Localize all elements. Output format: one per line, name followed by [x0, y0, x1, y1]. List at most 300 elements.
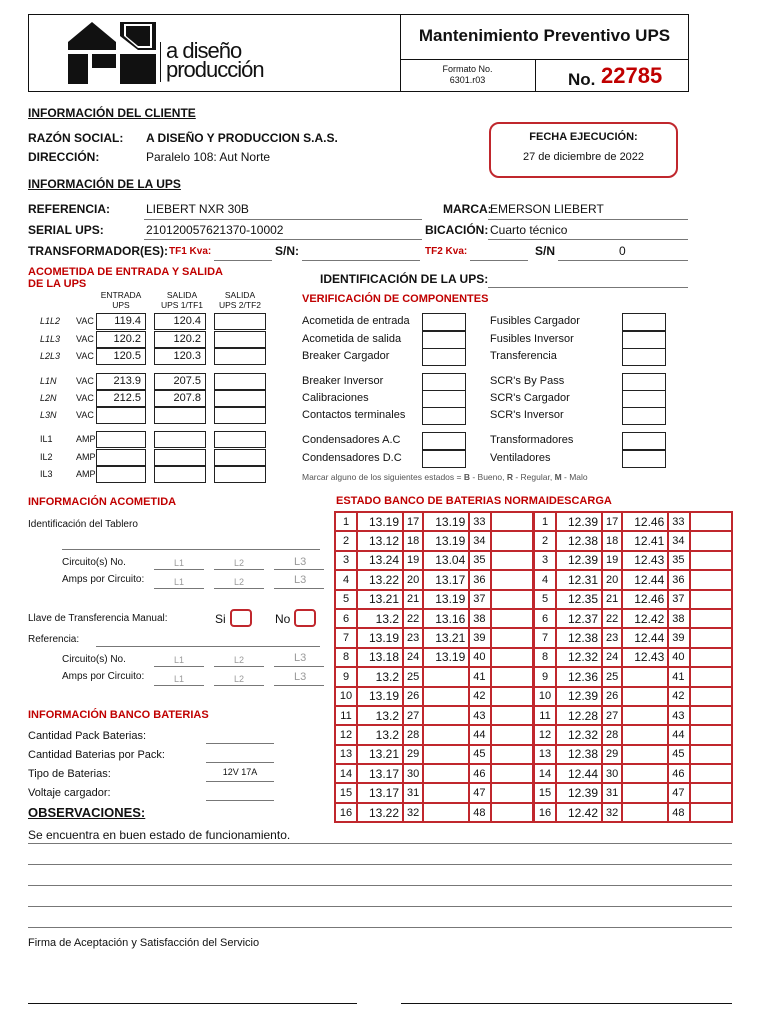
- battery-value[interactable]: 13.18: [357, 648, 403, 667]
- col-salida1-header: [152, 290, 212, 310]
- bicacion-label: BICACIÓN:: [425, 223, 489, 237]
- referencia-label: REFERENCIA:: [28, 202, 111, 216]
- battery-num: 24: [403, 648, 423, 667]
- battery-num: 24: [602, 648, 622, 667]
- battery-num: 5: [335, 590, 357, 609]
- acometida-salida1-cell[interactable]: 207.8: [154, 390, 206, 407]
- battery-value[interactable]: 12.32: [556, 725, 602, 744]
- battery-row: [335, 648, 533, 667]
- battery-num: 6: [534, 609, 556, 628]
- battery-value[interactable]: [423, 667, 469, 686]
- verif-right-checkbox[interactable]: [622, 313, 666, 331]
- l3-label-1: L3: [294, 556, 307, 568]
- battery-num: 16: [335, 803, 357, 822]
- battery-row: [534, 551, 732, 570]
- battery-num: 20: [602, 570, 622, 589]
- col-salida1-b: UPS 1/TF1: [160, 300, 204, 310]
- page-title: Mantenimiento Preventivo UPS: [418, 26, 671, 45]
- battery-value[interactable]: [491, 590, 533, 609]
- acometida-salida2-cell[interactable]: [214, 407, 266, 424]
- verif-right-checkbox[interactable]: [622, 331, 666, 349]
- battery-num: 2: [335, 531, 357, 550]
- battery-value[interactable]: [491, 803, 533, 822]
- battery-value[interactable]: 13.24: [357, 551, 403, 570]
- tf2-label: TF2 Kva:: [425, 246, 468, 257]
- battery-value[interactable]: [491, 783, 533, 802]
- transformador-label: TRANSFORMADOR(ES):: [28, 244, 168, 258]
- battery-num: 46: [668, 764, 690, 783]
- battery-num: 28: [403, 725, 423, 744]
- acometida-entrada-cell[interactable]: 213.9: [96, 373, 146, 390]
- battery-value[interactable]: 13.19: [423, 512, 469, 531]
- battery-num: 25: [602, 667, 622, 686]
- battery-num: 8: [534, 648, 556, 667]
- acometida-title: [28, 266, 223, 290]
- acometida-salida2-cell[interactable]: [214, 348, 266, 365]
- razon-value[interactable]: A DISEÑO Y PRODUCCION S.A.S.: [146, 131, 338, 145]
- battery-value[interactable]: 13.19: [423, 590, 469, 609]
- battery-value[interactable]: 13.19: [357, 687, 403, 706]
- acometida-salida2-cell[interactable]: [214, 390, 266, 407]
- battery-value[interactable]: 13.16: [423, 609, 469, 628]
- battery-value[interactable]: [690, 803, 732, 822]
- battery-value[interactable]: 12.39: [556, 687, 602, 706]
- battery-value[interactable]: 12.38: [556, 628, 602, 647]
- verif-right-checkbox[interactable]: [622, 390, 666, 408]
- battery-value[interactable]: 13.2: [357, 725, 403, 744]
- col-salida2-a: SALIDA: [224, 290, 256, 300]
- battery-value[interactable]: 13.19: [423, 531, 469, 550]
- battery-value[interactable]: [491, 570, 533, 589]
- acometida-row-unit: VAC: [76, 410, 94, 420]
- battery-num: 45: [668, 745, 690, 764]
- acometida-salida1-cell[interactable]: [154, 449, 206, 466]
- note-b: B: [463, 472, 470, 482]
- battery-row: [335, 764, 533, 783]
- acometida-row-label: L2N: [40, 393, 57, 403]
- battery-value[interactable]: 12.42: [556, 803, 602, 822]
- battery-num: 34: [668, 531, 690, 550]
- acometida-salida2-cell[interactable]: [214, 466, 266, 483]
- no-value: 22785: [601, 63, 663, 88]
- battery-value[interactable]: [622, 706, 668, 725]
- verif-left-label: Acometida de entrada: [302, 315, 410, 327]
- battery-value[interactable]: 12.39: [556, 783, 602, 802]
- battery-row: [534, 512, 732, 531]
- battery-row: [335, 745, 533, 764]
- battery-value[interactable]: 13.2: [357, 706, 403, 725]
- l2-amps-1: L2: [234, 577, 245, 587]
- battery-value[interactable]: 13.19: [357, 512, 403, 531]
- acometida-entrada-cell[interactable]: 212.5: [96, 390, 146, 407]
- battery-num: 20: [403, 570, 423, 589]
- verif-left-checkbox[interactable]: [422, 313, 466, 331]
- note-m-text: - Malo: [561, 472, 588, 482]
- verif-left-checkbox[interactable]: [422, 331, 466, 349]
- battery-row: [335, 551, 533, 570]
- acometida-salida2-cell[interactable]: [214, 431, 266, 448]
- battery-value[interactable]: [690, 706, 732, 725]
- acometida-row-label: IL1: [40, 434, 53, 444]
- acometida-row-unit: VAC: [76, 351, 94, 361]
- battery-num: 4: [534, 570, 556, 589]
- battery-value[interactable]: 13.21: [423, 628, 469, 647]
- fecha-value[interactable]: 27 de diciembre de 2022: [522, 151, 645, 163]
- acometida-title-line2: DE LA UPS: [28, 278, 87, 290]
- battery-value[interactable]: 12.46: [622, 512, 668, 531]
- battery-num: 3: [335, 551, 357, 570]
- si-checkbox[interactable]: [230, 609, 252, 627]
- battery-num: 10: [335, 687, 357, 706]
- acometida-row-unit: VAC: [76, 316, 94, 326]
- col-salida2-b: UPS 2/TF2: [218, 300, 262, 310]
- amps-label-1: Amps por Circuito:: [62, 574, 145, 585]
- battery-value[interactable]: 12.28: [556, 706, 602, 725]
- estado-banco-title: ESTADO BANCO DE BATERIAS NORMAIDESCARGA: [336, 495, 612, 507]
- battery-value[interactable]: 13.21: [357, 590, 403, 609]
- battery-value[interactable]: [491, 725, 533, 744]
- observaciones-text[interactable]: Se encuentra en buen estado de funcionamiento.: [28, 828, 291, 842]
- battery-value[interactable]: 12.35: [556, 590, 602, 609]
- formato-code: 6301.r03: [449, 75, 486, 85]
- acometida-row-label: IL2: [40, 452, 53, 462]
- l1-amps-1: L1: [174, 577, 185, 587]
- battery-value[interactable]: 12.32: [556, 648, 602, 667]
- battery-value[interactable]: [491, 609, 533, 628]
- battery-value[interactable]: [690, 551, 732, 570]
- battery-value[interactable]: [491, 764, 533, 783]
- battery-row: [534, 745, 732, 764]
- battery-num: 36: [668, 570, 690, 589]
- direccion-value[interactable]: Paralelo 108: Aut Norte: [146, 150, 271, 164]
- battery-value[interactable]: 12.38: [556, 531, 602, 550]
- acometida-salida1-cell[interactable]: [154, 431, 206, 448]
- battery-value[interactable]: 12.31: [556, 570, 602, 589]
- battery-num: 37: [469, 590, 491, 609]
- battery-value[interactable]: [423, 706, 469, 725]
- verif-right-checkbox[interactable]: [622, 373, 666, 391]
- verif-left-checkbox[interactable]: [422, 390, 466, 408]
- battery-num: 14: [335, 764, 357, 783]
- fecha-label: FECHA EJECUCIÓN:: [529, 131, 638, 143]
- battery-num: 38: [668, 609, 690, 628]
- no-label: No.: [568, 70, 596, 89]
- acometida-entrada-cell[interactable]: 120.5: [96, 348, 146, 365]
- battery-num: 17: [602, 512, 622, 531]
- battery-num: 43: [469, 706, 491, 725]
- battery-row: [335, 725, 533, 744]
- no-checkbox[interactable]: [294, 609, 316, 627]
- acometida-entrada-cell[interactable]: 119.4: [96, 313, 146, 330]
- battery-value[interactable]: 12.43: [622, 551, 668, 570]
- battery-value[interactable]: [622, 745, 668, 764]
- verif-right-label: Ventiladores: [490, 452, 551, 464]
- battery-value[interactable]: 12.44: [556, 764, 602, 783]
- verif-right-checkbox[interactable]: [622, 432, 666, 450]
- verif-left-checkbox[interactable]: [422, 407, 466, 425]
- cantidad-pack-label: Cantidad Pack Baterias:: [28, 730, 147, 742]
- battery-value[interactable]: 13.17: [423, 570, 469, 589]
- battery-num: 9: [335, 667, 357, 686]
- battery-num: 8: [335, 648, 357, 667]
- acometida-salida2-cell[interactable]: [214, 373, 266, 390]
- acometida-row-unit: AMP: [76, 452, 96, 462]
- battery-value[interactable]: 12.44: [622, 570, 668, 589]
- acometida-salida2-cell[interactable]: [214, 449, 266, 466]
- battery-value[interactable]: [491, 512, 533, 531]
- battery-row: [335, 803, 533, 822]
- battery-value[interactable]: [690, 687, 732, 706]
- battery-num: 40: [668, 648, 690, 667]
- battery-num: 18: [403, 531, 423, 550]
- battery-value[interactable]: [690, 745, 732, 764]
- battery-num: 37: [668, 590, 690, 609]
- battery-value[interactable]: [690, 667, 732, 686]
- signature-line-left[interactable]: [28, 1003, 357, 1004]
- verif-left-checkbox[interactable]: [422, 348, 466, 366]
- battery-num: 18: [602, 531, 622, 550]
- battery-value[interactable]: [491, 628, 533, 647]
- tipo-label: Tipo de Baterias:: [28, 768, 111, 780]
- battery-value[interactable]: [423, 725, 469, 744]
- battery-value[interactable]: [690, 609, 732, 628]
- battery-num: 39: [469, 628, 491, 647]
- sn1-label: S/N:: [275, 244, 299, 258]
- battery-value[interactable]: [690, 512, 732, 531]
- acometida-salida2-cell[interactable]: [214, 313, 266, 330]
- battery-value[interactable]: [690, 783, 732, 802]
- l1-amps-2: L1: [174, 674, 185, 684]
- battery-row: [335, 667, 533, 686]
- battery-value[interactable]: [491, 687, 533, 706]
- acometida-salida1-cell[interactable]: 120.4: [154, 313, 206, 330]
- battery-row: [335, 590, 533, 609]
- verif-left-label: Calibraciones: [302, 392, 369, 404]
- battery-num: 47: [668, 783, 690, 802]
- battery-value[interactable]: 12.39: [556, 551, 602, 570]
- battery-value[interactable]: [491, 648, 533, 667]
- battery-row: [534, 667, 732, 686]
- verificacion-note: [302, 472, 588, 482]
- l2-label-1: L2: [234, 558, 245, 568]
- battery-value[interactable]: [423, 783, 469, 802]
- battery-value[interactable]: 13.2: [357, 609, 403, 628]
- l3-amps-1: L3: [294, 574, 307, 586]
- acometida-row-label: L2L3: [40, 351, 61, 361]
- si-label: Si: [215, 612, 226, 626]
- battery-value[interactable]: 12.46: [622, 590, 668, 609]
- battery-row: [335, 628, 533, 647]
- battery-num: 30: [602, 764, 622, 783]
- acometida-salida1-cell[interactable]: 120.2: [154, 331, 206, 348]
- battery-num: 12: [335, 725, 357, 744]
- battery-row: [534, 803, 732, 822]
- amps-label-2: Amps por Circuito:: [62, 671, 145, 682]
- battery-value[interactable]: [690, 531, 732, 550]
- acometida-row-unit: VAC: [76, 376, 94, 386]
- battery-num: 26: [602, 687, 622, 706]
- no-checkbox-label: No: [275, 612, 291, 626]
- serial-value[interactable]: 210120057621370-10002: [146, 223, 284, 237]
- battery-num: 46: [469, 764, 491, 783]
- battery-value[interactable]: [622, 764, 668, 783]
- acometida-entrada-cell[interactable]: [96, 449, 146, 466]
- verif-left-checkbox[interactable]: [422, 373, 466, 391]
- battery-num: 29: [403, 745, 423, 764]
- acometida-salida2-cell[interactable]: [214, 331, 266, 348]
- acometida-salida1-cell[interactable]: [154, 466, 206, 483]
- acometida-row-label: IL3: [40, 469, 53, 479]
- sn2-value[interactable]: 0: [619, 244, 626, 258]
- verif-right-checkbox[interactable]: [622, 450, 666, 468]
- battery-value[interactable]: [423, 745, 469, 764]
- battery-value[interactable]: [491, 706, 533, 725]
- battery-row: [335, 783, 533, 802]
- battery-row: [534, 687, 732, 706]
- tf1-label: TF1 Kva:: [169, 246, 212, 257]
- battery-num: 11: [534, 706, 556, 725]
- battery-num: 31: [602, 783, 622, 802]
- battery-value[interactable]: [622, 783, 668, 802]
- battery-num: 17: [403, 512, 423, 531]
- verif-right-checkbox[interactable]: [622, 348, 666, 366]
- acometida-salida1-cell[interactable]: 207.5: [154, 373, 206, 390]
- battery-num: 7: [335, 628, 357, 647]
- battery-row: [335, 531, 533, 550]
- battery-num: 5: [534, 590, 556, 609]
- battery-num: 34: [469, 531, 491, 550]
- battery-num: 42: [469, 687, 491, 706]
- battery-num: 12: [534, 725, 556, 744]
- battery-num: 44: [668, 725, 690, 744]
- direccion-label: DIRECCIÓN:: [28, 150, 100, 164]
- battery-value[interactable]: 12.43: [622, 648, 668, 667]
- l1-label-1: L1: [174, 558, 185, 568]
- battery-value[interactable]: 12.42: [622, 609, 668, 628]
- battery-value[interactable]: 13.19: [357, 628, 403, 647]
- verif-left-checkbox[interactable]: [422, 432, 466, 450]
- identificacion-label: IDENTIFICACIÓN DE LA UPS:: [320, 272, 489, 286]
- acometida-salida1-cell[interactable]: 120.3: [154, 348, 206, 365]
- bicacion-value[interactable]: Cuarto técnico: [490, 223, 568, 237]
- battery-num: 45: [469, 745, 491, 764]
- battery-value[interactable]: [690, 590, 732, 609]
- llave-label: Llave de Transferencia Manual:: [28, 613, 168, 624]
- battery-num: 41: [469, 667, 491, 686]
- battery-value[interactable]: [423, 803, 469, 822]
- battery-value[interactable]: 12.44: [622, 628, 668, 647]
- battery-value[interactable]: [423, 764, 469, 783]
- battery-row: [335, 512, 533, 531]
- note-r-text: - Regular,: [512, 472, 555, 482]
- signature-line-right[interactable]: [401, 1003, 732, 1004]
- battery-row: [534, 531, 732, 550]
- battery-value[interactable]: 13.17: [357, 764, 403, 783]
- referencia-value[interactable]: LIEBERT NXR 30B: [146, 202, 249, 216]
- acometida-salida1-cell[interactable]: [154, 407, 206, 424]
- battery-value[interactable]: [690, 725, 732, 744]
- battery-num: 6: [335, 609, 357, 628]
- battery-value[interactable]: [690, 628, 732, 647]
- battery-value[interactable]: 13.2: [357, 667, 403, 686]
- battery-num: 22: [403, 609, 423, 628]
- col-entrada-a: ENTRADA: [100, 290, 142, 300]
- battery-num: 16: [534, 803, 556, 822]
- battery-num: 41: [668, 667, 690, 686]
- verif-left-label: Condensadores D.C: [302, 452, 402, 464]
- battery-row: [534, 764, 732, 783]
- battery-row: [534, 783, 732, 802]
- battery-num: 15: [335, 783, 357, 802]
- battery-value[interactable]: [622, 803, 668, 822]
- battery-num: 1: [335, 512, 357, 531]
- tipo-value[interactable]: 12V 17A: [222, 767, 258, 777]
- battery-num: 21: [602, 590, 622, 609]
- note-m: M: [554, 472, 562, 482]
- battery-value[interactable]: [690, 764, 732, 783]
- circuitos-label-2: Circuito(s) No.: [62, 654, 126, 665]
- battery-row: [534, 648, 732, 667]
- l2-amps-2: L2: [234, 674, 245, 684]
- verif-right-checkbox[interactable]: [622, 407, 666, 425]
- battery-num: 10: [534, 687, 556, 706]
- acometida-title-line1: ACOMETIDA DE ENTRADA Y SALIDA: [28, 266, 223, 278]
- battery-value[interactable]: 13.22: [357, 803, 403, 822]
- battery-value[interactable]: 13.21: [357, 745, 403, 764]
- verif-left-label: Contactos terminales: [302, 409, 406, 421]
- battery-num: 28: [602, 725, 622, 744]
- battery-num: 47: [469, 783, 491, 802]
- battery-value[interactable]: [491, 551, 533, 570]
- battery-value[interactable]: 13.22: [357, 570, 403, 589]
- battery-value[interactable]: 12.39: [556, 512, 602, 531]
- battery-value[interactable]: 12.38: [556, 745, 602, 764]
- acometida-entrada-cell[interactable]: [96, 431, 146, 448]
- battery-value[interactable]: 12.36: [556, 667, 602, 686]
- battery-value[interactable]: 12.37: [556, 609, 602, 628]
- note-prefix: Marcar alguno de los siguientes estados =: [302, 472, 464, 482]
- battery-row: [534, 609, 732, 628]
- battery-value[interactable]: [622, 687, 668, 706]
- battery-value[interactable]: [622, 667, 668, 686]
- battery-value[interactable]: [690, 570, 732, 589]
- formato-label: Formato No.: [442, 64, 493, 74]
- l3-label-2: L3: [294, 652, 307, 664]
- battery-value[interactable]: 13.04: [423, 551, 469, 570]
- acometida-entrada-cell[interactable]: [96, 407, 146, 424]
- battery-value[interactable]: [491, 667, 533, 686]
- battery-value[interactable]: 13.12: [357, 531, 403, 550]
- battery-value[interactable]: 13.19: [423, 648, 469, 667]
- acometida-entrada-cell[interactable]: 120.2: [96, 331, 146, 348]
- battery-value[interactable]: 12.41: [622, 531, 668, 550]
- battery-num: 32: [602, 803, 622, 822]
- battery-value[interactable]: 13.17: [357, 783, 403, 802]
- logo-mark: [66, 20, 158, 86]
- battery-value[interactable]: [491, 745, 533, 764]
- battery-value[interactable]: [622, 725, 668, 744]
- battery-value[interactable]: [423, 687, 469, 706]
- battery-value[interactable]: [491, 531, 533, 550]
- note-b-text: - Bueno,: [469, 472, 507, 482]
- battery-row: [335, 706, 533, 725]
- marca-value[interactable]: EMERSON LIEBERT: [490, 202, 604, 216]
- battery-row: [335, 609, 533, 628]
- acometida-entrada-cell[interactable]: [96, 466, 146, 483]
- verif-right-label: Transferencia: [490, 350, 557, 362]
- verif-left-checkbox[interactable]: [422, 450, 466, 468]
- battery-value[interactable]: [690, 648, 732, 667]
